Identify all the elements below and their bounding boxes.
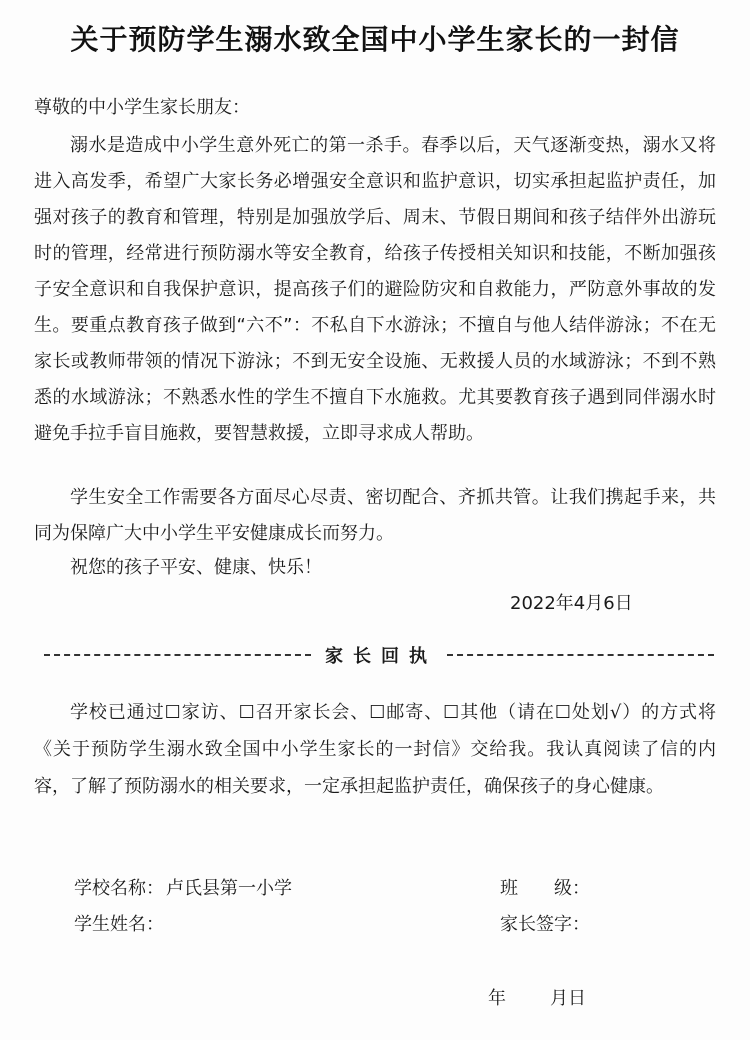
class-row: [500, 874, 590, 904]
student-name-label: 学生姓名：: [74, 914, 164, 935]
receipt-paragraph: 学校已通过☐家访、☐召开家长会、☐邮寄、☐其他（请在☐处划√）的方式将《关于预防学生溺水致全国中小学生家长的一封信》交给我。我认真阅读了信的内容，了解了预防溺水的相关要求，一定承担起监护责任，确保孩子的身心健康。: [34, 702, 716, 797]
student-name-row: [74, 910, 164, 940]
signature-month-day-label: 月日: [550, 988, 586, 1009]
body-paragraph-wishes: 祝您的孩子平安、健康、快乐！: [70, 557, 322, 578]
parent-signature-label: 家长签字：: [500, 914, 590, 935]
receipt-heading: 家长回执: [325, 646, 437, 667]
school-name-label: 学校名称：: [74, 878, 164, 899]
school-name-value: 卢氏县第一小学: [166, 878, 292, 899]
receipt-divider: [44, 642, 714, 668]
signature-year-label: 年: [488, 988, 506, 1009]
class-label: 班 级：: [500, 878, 590, 899]
body-paragraph-cooperation: 学生安全工作需要各方面尽心尽责、密切配合、齐抓共管。让我们携起手来，共同为保障广大中小学生平安健康成长而努力。: [34, 487, 716, 544]
greeting: 尊敬的中小学生家长朋友：: [34, 97, 250, 118]
school-name-row: [74, 874, 292, 904]
parent-signature-row: [500, 910, 590, 940]
divider-dashes-right: [447, 654, 714, 656]
body-paragraph-main: 溺水是造成中小学生意外死亡的第一杀手。春季以后，天气逐渐变热，溺水又将进入高发季，希望广大家长务必增强安全意识和监护意识，切实承担起监护责任，加强对孩子的教育和管理，特别是加强放学后、周末、节假日期间和孩子结伴外出游玩时的管理，经常进行预防溺水等安全教育，给孩子传授相关知识和技能，不断加强孩子安全意识和自我保护意识，提高孩子们的避险防灾和自救能力，严防意外事故的发生。要重点教育孩子做到“六不”：不私自下水游泳；不擅自与他人结伴游泳；不在无家长或教师带领的情况下游泳；不到无安全设施、无救援人员的水域游泳；不到不熟悉的水域游泳；不熟悉水性的学生不擅自下水施救。尤其要教育孩子遇到同伴溺水时避免手拉手盲目施救，要智慧救援，立即寻求成人帮助。: [34, 135, 716, 444]
page-title: 关于预防学生溺水致全国中小学生家长的一封信: [70, 23, 680, 56]
divider-dashes-left: [44, 654, 311, 656]
letter-date: 2022年4月6日: [510, 593, 633, 614]
